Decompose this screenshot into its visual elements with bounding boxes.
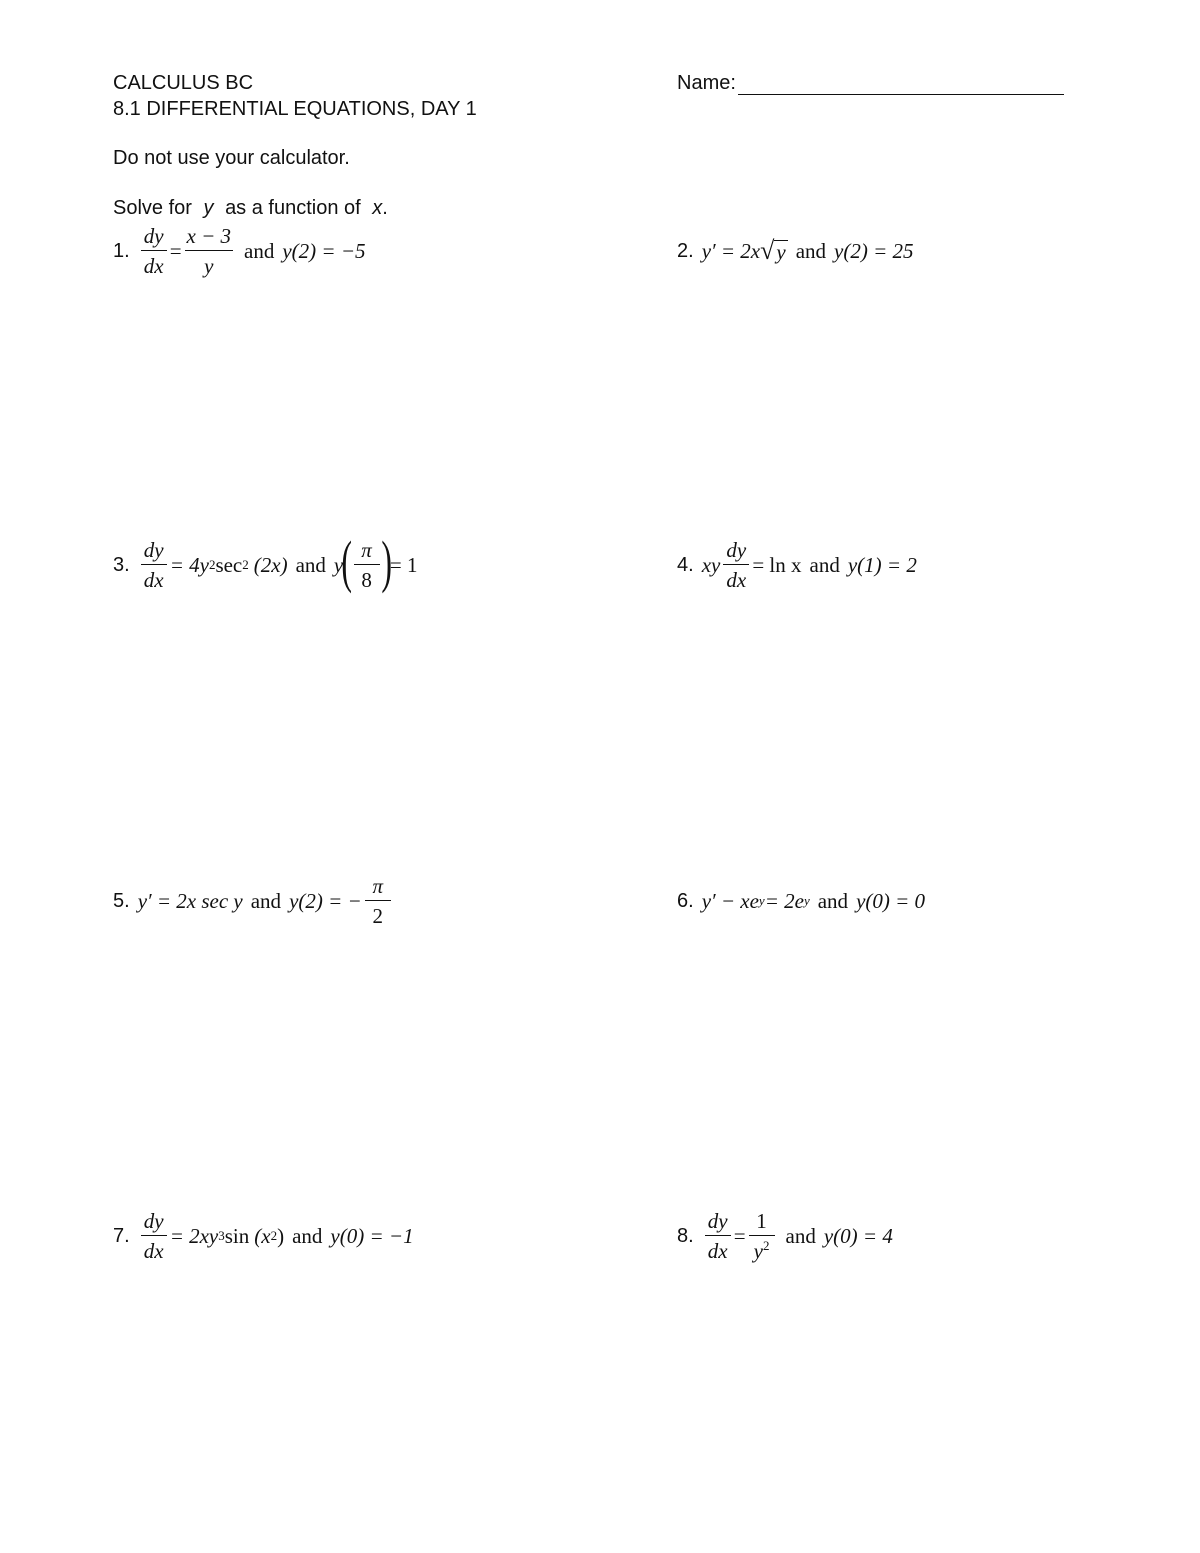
calculator-text: Do not use your calculator.	[113, 147, 350, 169]
ic-text: y(0) = −1	[330, 1223, 414, 1248]
ic-rhs: = 1	[389, 552, 418, 577]
initial-condition	[282, 239, 365, 264]
and-label: and	[292, 1223, 323, 1248]
denominator: dx	[143, 567, 164, 592]
problem-7	[113, 1201, 414, 1271]
equation	[702, 889, 810, 914]
ic-text: y(2) = −5	[282, 238, 366, 263]
numerator: dy	[141, 226, 167, 251]
fraction-dydx	[141, 1208, 167, 1263]
problem-number: 5.	[113, 889, 130, 912]
denominator: 2	[372, 903, 383, 928]
close-paren: )	[277, 1223, 285, 1248]
fraction-dydx	[141, 537, 167, 592]
lhs: y′ = 2x	[701, 238, 761, 263]
numerator: dy	[141, 540, 167, 565]
equation	[702, 1208, 778, 1263]
initial-condition	[856, 889, 925, 914]
numerator: dy	[723, 540, 749, 565]
problem-number: 4.	[677, 553, 694, 576]
denominator: dx	[143, 1238, 164, 1263]
numerator: π	[365, 876, 391, 901]
and-label: and	[809, 552, 840, 577]
equals: =	[169, 238, 182, 263]
fraction-pi-2	[365, 873, 391, 928]
fraction-rhs	[749, 1208, 775, 1263]
lhs-xy: xy	[701, 552, 721, 577]
numerator: dy	[705, 1211, 731, 1236]
problem-2	[677, 216, 914, 286]
numerator: dy	[141, 1211, 167, 1236]
ic-y: y	[333, 552, 344, 577]
problem-5	[113, 866, 394, 936]
fraction-rhs	[185, 223, 234, 278]
solve-var-y: y	[203, 197, 214, 219]
name-blank-line[interactable]	[738, 74, 1064, 95]
problem-number: 1.	[113, 239, 130, 262]
denominator: dx	[707, 1238, 728, 1263]
left-paren: (	[341, 529, 353, 594]
denominator: dx	[143, 253, 164, 278]
lhs-part: y′ − xe	[701, 888, 759, 913]
exponent: y	[803, 893, 810, 908]
initial-condition	[289, 873, 394, 928]
numerator: x − 3	[185, 226, 234, 251]
ic-text: y(2) = 25	[834, 238, 914, 263]
and-label: and	[295, 552, 326, 577]
square-root	[760, 238, 788, 264]
solve-middle: as a function of	[225, 197, 361, 219]
rhs-part: = 4y	[169, 552, 209, 577]
sec-function: sec	[215, 552, 243, 577]
right-paren: )	[380, 529, 392, 594]
initial-condition	[824, 1224, 893, 1249]
equation: $\frac{dy}{dx}$ = 2xy 3 sin (x 2 )	[138, 1211, 284, 1262]
equation	[138, 889, 243, 914]
equals: =	[733, 1223, 746, 1248]
and-label: and	[795, 238, 827, 263]
numerator: 1	[749, 1211, 775, 1236]
name-label: Name:	[677, 72, 736, 94]
argument: (2x)	[253, 552, 288, 577]
denominator: dx	[726, 567, 747, 592]
course-text: CALCULUS BC	[113, 72, 254, 94]
equation	[138, 223, 236, 278]
name-field[interactable]	[677, 71, 1064, 95]
solve-period: .	[382, 197, 388, 219]
ic-text: y(2) = −	[289, 888, 362, 913]
radicand: y	[776, 239, 786, 264]
initial-condition	[834, 239, 913, 264]
lhs: y′ = 2x sec y	[137, 888, 243, 913]
initial-condition	[333, 529, 418, 594]
argument: (x	[254, 1223, 271, 1248]
problem-number: 8.	[677, 1224, 694, 1247]
and-label: and	[244, 238, 275, 263]
rhs-part: = 2xy	[169, 1223, 219, 1248]
initial-condition	[330, 1224, 413, 1249]
solve-prefix: Solve for	[113, 197, 192, 219]
rhs: = ln x	[752, 552, 802, 577]
calculator-instruction	[113, 146, 350, 170]
exponent: y	[758, 893, 765, 908]
problem-number: 2.	[677, 239, 694, 262]
fraction-dydx	[705, 1208, 731, 1263]
problem-4	[677, 530, 917, 600]
problem-number: 6.	[677, 889, 694, 912]
denominator	[752, 1236, 772, 1262]
equation	[702, 238, 788, 264]
fraction-pi-8	[354, 537, 380, 592]
equation: $\frac{dy}{dx}$ = 4y 2 sec 2 (2x)	[138, 540, 288, 591]
ic-text: y(1) = 2	[847, 552, 917, 577]
problem-1	[113, 216, 366, 286]
lesson-title	[113, 97, 477, 121]
and-label: and	[250, 888, 282, 913]
problem-8	[677, 1201, 893, 1271]
problem-6	[677, 866, 925, 936]
radical-sign: √	[760, 236, 775, 265]
ic-text: y(0) = 4	[823, 1223, 893, 1248]
fraction-dydx	[723, 537, 749, 592]
denominator: 8	[361, 567, 372, 592]
and-label: and	[785, 1223, 816, 1248]
denominator: y	[204, 253, 214, 278]
problem-3	[113, 530, 417, 600]
exponent: 2	[762, 1237, 770, 1253]
problem-number: 7.	[113, 1224, 130, 1247]
rhs-part: = 2e	[764, 888, 804, 913]
lesson-text: 8.1 DIFFERENTIAL EQUATIONS, DAY 1	[113, 98, 477, 120]
solve-var-x: x	[372, 197, 383, 219]
fraction-dydx	[141, 223, 167, 278]
numerator: π	[354, 540, 380, 565]
denominator-var: y	[753, 1238, 763, 1263]
sin-function: sin	[224, 1223, 250, 1248]
initial-condition	[848, 553, 917, 578]
ic-text: y(0) = 0	[856, 888, 926, 913]
and-label: and	[817, 888, 849, 913]
course-title	[113, 71, 253, 95]
problem-number: 3.	[113, 553, 130, 576]
equation	[701, 537, 802, 592]
